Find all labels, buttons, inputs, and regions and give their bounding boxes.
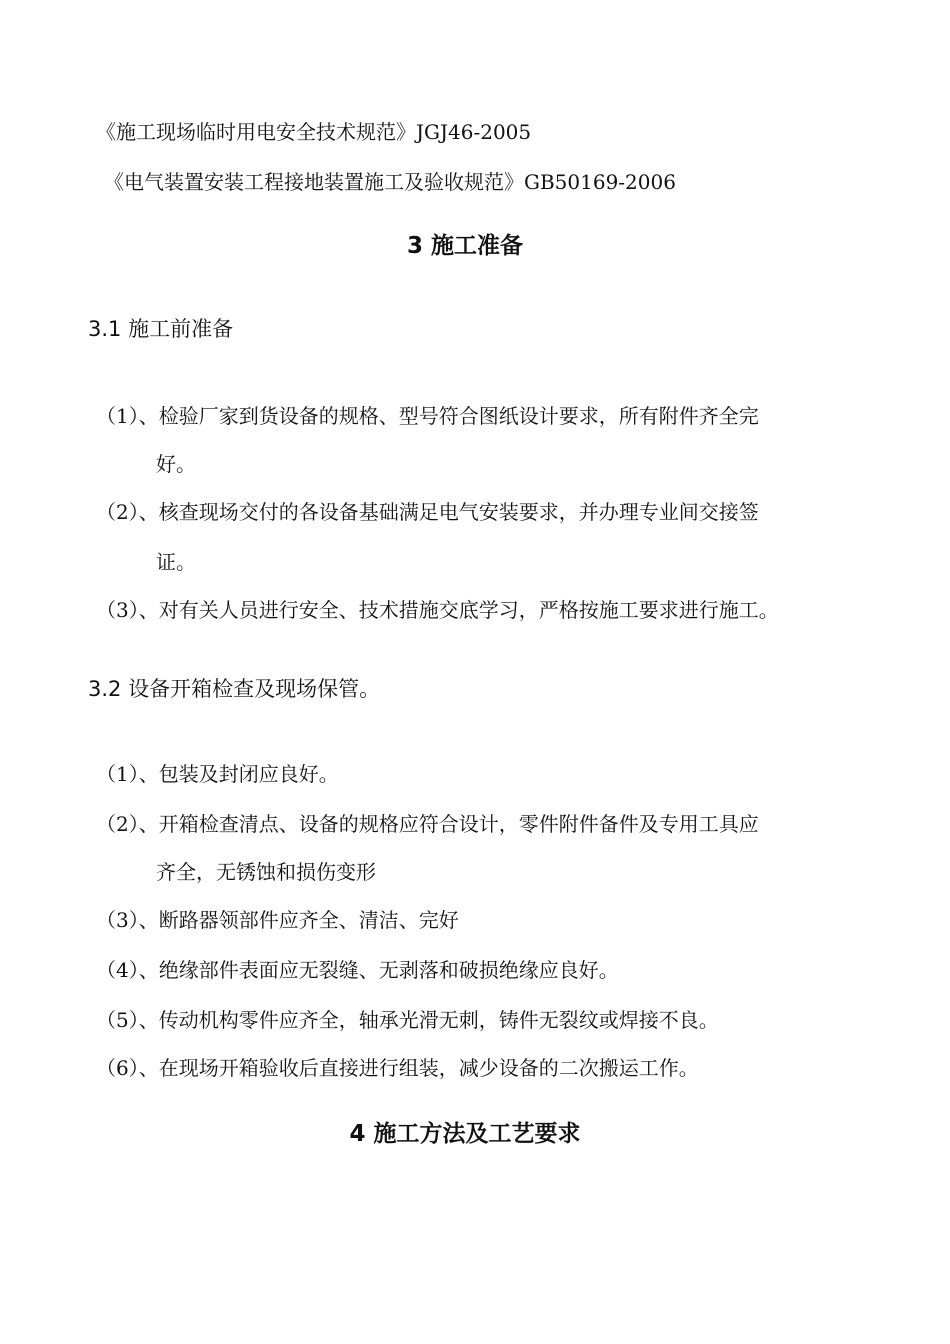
list-item: （2）、核查现场交付的各设备基础满足电气安装要求，并办理专业间交接签 bbox=[96, 500, 759, 524]
list-item: （6）、在现场开箱验收后直接进行组装，减少设备的二次搬运工作。 bbox=[96, 1056, 699, 1080]
list-item-continuation: 齐全，无锈蚀和损伤变形 bbox=[156, 860, 376, 884]
subsection-heading: 3.1 施工前准备 bbox=[88, 317, 234, 341]
section-heading: 3 施工准备 bbox=[406, 233, 523, 259]
list-item: （4）、绝缘部件表面应无裂缝、无剥落和破损绝缘应良好。 bbox=[96, 958, 619, 982]
subsection-heading: 3.2 设备开箱检查及现场保管。 bbox=[88, 677, 381, 701]
list-item-continuation: 证。 bbox=[156, 550, 196, 574]
section-heading: 4 施工方法及工艺要求 bbox=[349, 1121, 581, 1147]
list-item: （5）、传动机构零件应齐全，轴承光滑无刺，铸件无裂纹或焊接不良。 bbox=[96, 1008, 719, 1032]
list-item: （1）、包装及封闭应良好。 bbox=[96, 762, 339, 786]
list-item-continuation: 好。 bbox=[156, 452, 196, 476]
list-item: （3）、断路器领部件应齐全、清洁、完好 bbox=[96, 908, 459, 932]
list-item: （3）、对有关人员进行安全、技术措施交底学习，严格按施工要求进行施工。 bbox=[96, 598, 779, 622]
list-item: （1）、检验厂家到货设备的规格、型号符合图纸设计要求，所有附件齐全完 bbox=[96, 404, 759, 428]
reference-line: 《电气装置安装工程接地装置施工及验收规范》GB50169-2006 bbox=[104, 170, 676, 194]
list-item: （2）、开箱检查清点、设备的规格应符合设计，零件附件备件及专用工具应 bbox=[96, 812, 759, 836]
reference-line: 《施工现场临时用电安全技术规范》JGJ46-2005 bbox=[96, 120, 532, 144]
